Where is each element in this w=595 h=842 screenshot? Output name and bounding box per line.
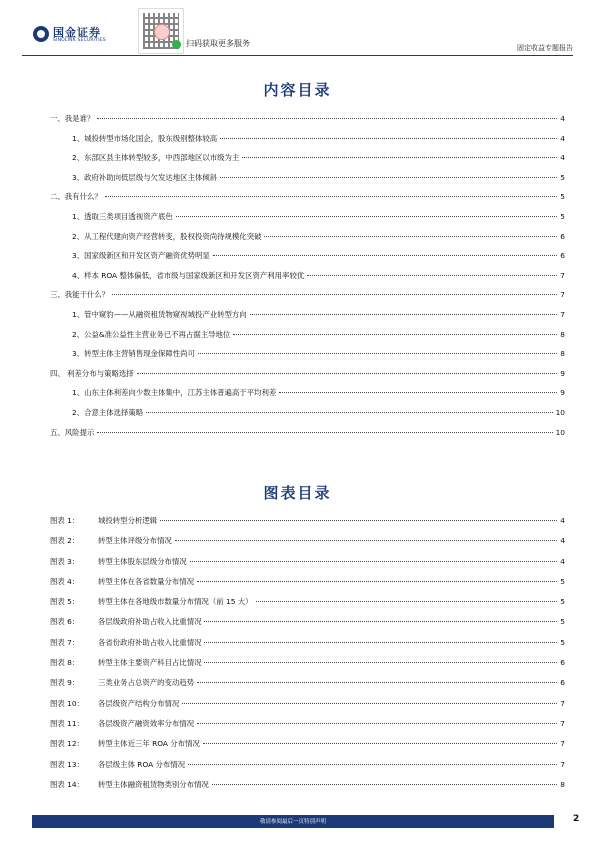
dot-leader xyxy=(203,743,557,744)
toc-entry-text: 1、管中窥豹——从融资租赁物窥视城投产业转型方向 xyxy=(72,309,247,319)
dot-leader xyxy=(146,412,552,413)
figure-number: 图表 12： xyxy=(50,739,84,749)
figure-entry-text: 各省份政府补助占收入比重情况 xyxy=(98,637,202,647)
dot-leader xyxy=(197,581,557,582)
dot-leader xyxy=(242,157,557,158)
toc-entry-text: 3、政府补助向低层级与欠发达地区主体倾斜 xyxy=(72,172,218,182)
toc-entry[interactable] xyxy=(50,113,565,133)
toc-entry-text: 四、 利差分布与策略选择 xyxy=(50,368,134,378)
figure-entry-page: 7 xyxy=(560,718,565,728)
toc-entry[interactable] xyxy=(50,211,565,231)
figure-number: 图表 2： xyxy=(50,536,80,546)
figure-number: 图表 6： xyxy=(50,617,80,627)
figure-number: 图表 4： xyxy=(50,576,80,586)
toc-entry[interactable] xyxy=(50,231,565,251)
dot-leader xyxy=(250,314,558,315)
toc-entry[interactable] xyxy=(50,407,565,427)
figure-entry[interactable] xyxy=(50,576,565,596)
figure-entry[interactable] xyxy=(50,637,565,657)
figure-entry-page: 5 xyxy=(560,637,565,647)
table-of-contents xyxy=(50,113,565,446)
dot-leader xyxy=(97,118,557,119)
figure-entry-page: 7 xyxy=(560,759,565,769)
figure-number: 图表 9： xyxy=(50,678,80,688)
figure-entry-page: 5 xyxy=(560,617,565,627)
figure-entry[interactable] xyxy=(50,596,565,616)
dot-leader xyxy=(176,216,558,217)
figure-entry-page: 7 xyxy=(560,739,565,749)
figure-entry[interactable] xyxy=(50,556,565,576)
figure-number: 图表 8： xyxy=(50,658,80,668)
figure-entry-text: 各层级资产融资效率分布情况 xyxy=(98,718,195,728)
dot-leader xyxy=(160,520,557,521)
figure-entry-text: 转型主体在各省数量分布情况 xyxy=(98,576,195,586)
toc-entry[interactable] xyxy=(50,270,565,290)
figure-entry-page: 5 xyxy=(560,576,565,586)
figure-entry-text: 各层级政府补助占收入比重情况 xyxy=(98,617,202,627)
sinolink-logo-icon xyxy=(33,26,49,42)
dot-leader xyxy=(175,540,557,541)
figure-entry-text: 转型主体评级分布情况 xyxy=(98,536,172,546)
figure-number: 图表 3： xyxy=(50,556,80,566)
figure-number: 图表 10： xyxy=(50,698,84,708)
figure-entry[interactable] xyxy=(50,779,565,799)
figure-entry-page: 5 xyxy=(560,597,565,607)
dot-leader xyxy=(188,764,557,765)
dot-leader xyxy=(233,334,557,335)
page-header xyxy=(0,0,595,60)
toc-entry-text: 二、我有什么？ xyxy=(50,192,102,202)
toc-entry-text: 2、公益&准公益性主营业务已不再占据主导地位 xyxy=(72,329,231,339)
figure-number: 图表 11： xyxy=(50,718,84,728)
toc-entry[interactable] xyxy=(50,309,565,329)
figure-list xyxy=(50,515,565,799)
figure-entry[interactable] xyxy=(50,515,565,535)
dot-leader xyxy=(204,621,557,622)
toc-entry-text: 4、样本 ROA 整体偏低，省市级与国家级新区和开发区资产利用率较优 xyxy=(72,270,305,280)
report-type-label: 固定收益专题报告 xyxy=(517,44,573,52)
toc-entry-page: 5 xyxy=(560,211,565,221)
toc-entry[interactable] xyxy=(50,289,565,309)
dot-leader xyxy=(220,138,557,139)
figure-entry[interactable] xyxy=(50,698,565,718)
figure-entry-page: 4 xyxy=(560,556,565,566)
toc-entry-page: 4 xyxy=(560,133,565,143)
figure-number: 图表 7： xyxy=(50,637,80,647)
figure-entry[interactable] xyxy=(50,616,565,636)
figure-list-title: 图表目录 xyxy=(263,484,332,502)
figure-entry[interactable] xyxy=(50,738,565,758)
toc-entry-page: 4 xyxy=(560,153,565,163)
toc-entry-page: 8 xyxy=(560,329,565,339)
toc-entry[interactable] xyxy=(50,250,565,270)
figure-number: 图表 14： xyxy=(50,779,84,789)
figure-entry-text: 各层级资产结构分布情况 xyxy=(98,698,180,708)
figure-entry-page: 4 xyxy=(560,536,565,546)
toc-entry-text: 3、国家级新区和开发区资产融资优势明显 xyxy=(72,251,210,261)
toc-entry[interactable] xyxy=(50,368,565,388)
toc-entry[interactable] xyxy=(50,329,565,349)
toc-entry[interactable] xyxy=(50,152,565,172)
logo-chinese-name: 国金证券 xyxy=(53,26,101,39)
figure-entry-page: 6 xyxy=(560,678,565,688)
scan-prompt: 扫码获取更多服务 xyxy=(186,39,250,48)
figure-entry[interactable] xyxy=(50,657,565,677)
toc-entry-page: 5 xyxy=(560,172,565,182)
footer-bar xyxy=(32,815,554,828)
figure-entry-page: 7 xyxy=(560,698,565,708)
figure-entry-text: 转型主体近三年 ROA 分布情况 xyxy=(98,739,200,749)
dot-leader xyxy=(256,601,558,602)
toc-entry[interactable] xyxy=(50,133,565,153)
figure-entry-text: 转型主体融资租赁物类别分布情况 xyxy=(98,779,209,789)
toc-entry-page: 10 xyxy=(555,407,565,417)
toc-entry-page: 6 xyxy=(560,231,565,241)
toc-entry-text: 2、合意主体选择策略 xyxy=(72,407,144,417)
toc-entry-page: 8 xyxy=(560,349,565,359)
qr-center-logo-icon xyxy=(154,24,170,40)
dot-leader xyxy=(198,353,557,354)
toc-entry-text: 2、从工程代建向资产经营转变，股权投资尚待规模化突破 xyxy=(72,231,262,241)
dot-leader xyxy=(220,177,557,178)
figure-entry[interactable] xyxy=(50,718,565,738)
figure-entry-text: 转型主体股东层级分布情况 xyxy=(98,556,187,566)
toc-entry-page: 5 xyxy=(560,192,565,202)
figure-number: 图表 5： xyxy=(50,597,80,607)
toc-entry-page: 9 xyxy=(560,368,565,378)
toc-entry-text: 1、透取三类项目透视资产底色 xyxy=(72,211,173,221)
figure-entry[interactable] xyxy=(50,677,565,697)
toc-entry-page: 6 xyxy=(560,251,565,261)
figure-number: 图表 13： xyxy=(50,759,84,769)
toc-entry-text: 1、山东主体利差向少数主体集中，江苏主体普遍高于平均利差 xyxy=(72,388,277,398)
dot-leader xyxy=(279,392,557,393)
toc-entry-text: 1、城投转型市场化国企，股东级别整体较高 xyxy=(72,133,218,143)
toc-entry-text: 五、风险提示 xyxy=(50,427,95,437)
toc-entry-text: 三、我能干什么？ xyxy=(50,290,110,300)
figure-entry-text: 转型主体在各地级市数量分布情况（前 15 大） xyxy=(98,597,253,607)
toc-entry[interactable] xyxy=(50,387,565,407)
toc-title: 内容目录 xyxy=(263,81,332,99)
figure-entry-page: 8 xyxy=(560,779,565,789)
figure-entry-page: 4 xyxy=(560,516,565,525)
figure-number: 图表 1： xyxy=(50,516,80,525)
toc-entry-page: 7 xyxy=(560,270,565,280)
dot-leader xyxy=(204,642,557,643)
toc-entry-text: 3、转型主体主营销售现金保障性尚可 xyxy=(72,349,195,359)
toc-entry-text: 一、我是谁？ xyxy=(50,114,95,123)
page-number: 2 xyxy=(573,814,580,824)
dot-leader xyxy=(197,723,557,724)
figure-entry[interactable] xyxy=(50,535,565,555)
dot-leader xyxy=(112,294,557,295)
dot-leader xyxy=(190,561,558,562)
toc-entry[interactable] xyxy=(50,348,565,368)
figure-entry[interactable] xyxy=(50,759,565,779)
dot-leader xyxy=(105,196,558,197)
toc-entry-page: 10 xyxy=(555,427,565,437)
dot-leader xyxy=(212,784,557,785)
dot-leader xyxy=(213,255,558,256)
toc-entry-page: 7 xyxy=(560,309,565,319)
dot-leader xyxy=(204,662,557,663)
toc-entry[interactable] xyxy=(50,172,565,192)
footer-disclaimer: 敬请参阅最后一页特别声明 xyxy=(259,819,326,825)
figure-entry-text: 城投转型分析逻辑 xyxy=(98,516,158,525)
toc-entry[interactable] xyxy=(50,191,565,211)
toc-entry-text: 2、东部区县主体转型较多，中西部地区以市级为主 xyxy=(72,153,240,163)
figure-entry-page: 6 xyxy=(560,658,565,668)
figure-entry-text: 三类业务占总资产的变动趋势 xyxy=(98,678,195,688)
dot-leader xyxy=(307,275,557,276)
dot-leader xyxy=(197,682,557,683)
dot-leader xyxy=(264,236,557,237)
toc-entry-page: 7 xyxy=(560,290,565,300)
dot-leader xyxy=(182,703,557,704)
figure-entry-text: 各层级主体 ROA 分布情况 xyxy=(98,759,186,769)
wechat-badge-icon xyxy=(172,40,181,49)
toc-entry[interactable] xyxy=(50,427,565,447)
header-divider xyxy=(22,55,573,56)
dot-leader xyxy=(137,373,558,374)
dot-leader xyxy=(97,432,552,433)
logo-english-name: SINOLINK SECURITIES xyxy=(53,38,106,43)
toc-entry-page: 4 xyxy=(560,114,565,123)
figure-entry-text: 转型主体主要资产科目占比情况 xyxy=(98,658,202,668)
toc-entry-page: 9 xyxy=(560,388,565,398)
